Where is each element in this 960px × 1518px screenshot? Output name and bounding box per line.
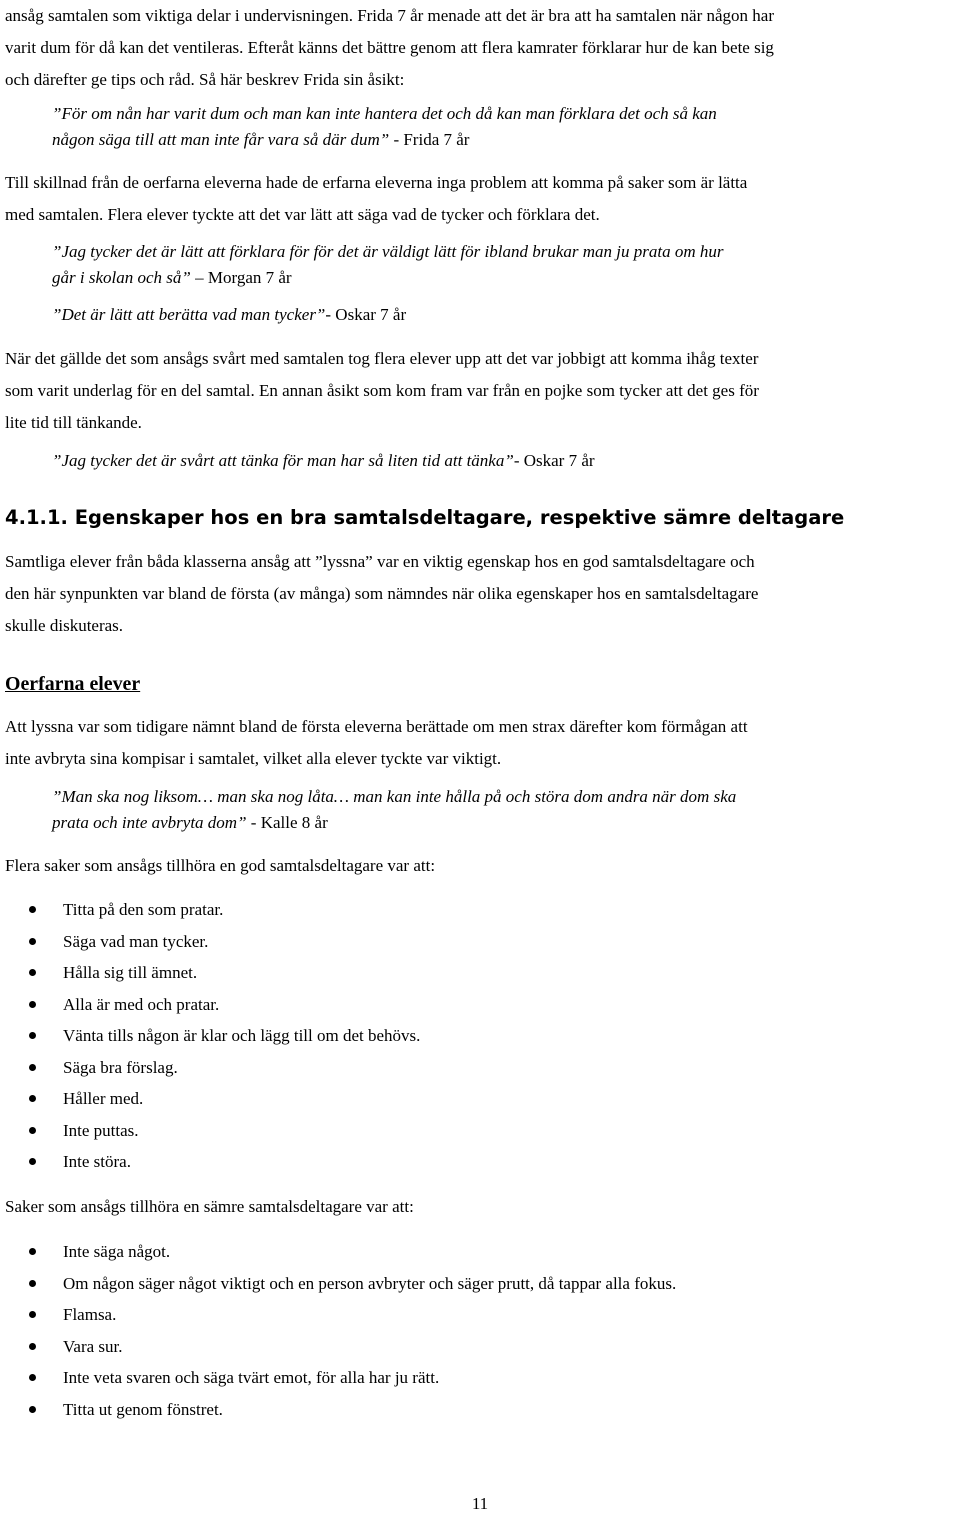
bullet-icon <box>29 1158 36 1165</box>
text-line: Samtliga elever från båda klasserna ansåg att ”lyssna” var en viktig egenskap hos en god samtalsdeltagare och <box>5 552 755 571</box>
text-line: den här synpunkten var bland de första (av många) som nämndes när olika egenskaper hos en samtalsdeltagare <box>5 584 759 603</box>
list-item-text: Vara sur. <box>63 1336 123 1356</box>
list-item <box>0 926 940 958</box>
list-item <box>0 1083 940 1115</box>
list-item-text: Håller med. <box>63 1089 144 1108</box>
quote-frida <box>52 101 932 152</box>
paragraph-difficulties <box>5 343 950 439</box>
text-line: varit dum för då kan det ventileras. Efteråt känns det bättre genom att flera kamrater förklarar hur de kan bete sig <box>5 38 774 57</box>
bullet-icon <box>29 938 36 945</box>
page-number: 11 <box>471 1494 489 1513</box>
quote-oskar-2 <box>52 448 932 474</box>
poor-participant-list <box>0 1236 940 1425</box>
list-item <box>0 957 940 989</box>
quote-morgan <box>52 239 932 290</box>
list-item-text: Titta på den som pratar. <box>63 900 224 919</box>
text-line: och därefter ge tips och råd. Så här beskrev Frida sin åsikt: <box>5 70 405 89</box>
bullet-icon <box>29 1032 36 1039</box>
list-item-text: Flamsa. <box>63 1305 117 1324</box>
list-item <box>0 1331 940 1363</box>
bullet-icon <box>29 1001 36 1008</box>
list-item-text: Alla är med och pratar. <box>63 994 220 1014</box>
bullet-icon <box>29 1064 36 1071</box>
list-item <box>0 1236 940 1268</box>
paragraph-frida-opinion <box>5 0 950 96</box>
quote-line: ”Man ska nog liksom… man ska nog låta… man kan inte hålla på och störa dom andra när dom ska <box>52 787 737 806</box>
paragraph-listening <box>5 546 950 642</box>
quote-line: ”Det är lätt att berätta vad man tycker” <box>52 305 326 324</box>
bullet-icon <box>29 1280 36 1287</box>
list-item-text: Inte störa. <box>63 1152 131 1171</box>
bullet-icon <box>29 906 36 913</box>
quote-attribution: - Oskar 7 år <box>325 305 407 324</box>
quote-attribution: - Kalle 8 år <box>246 812 328 832</box>
list-item-text: Vänta tills någon är klar och lägg till om det behövs. <box>63 1026 421 1045</box>
bullet-icon <box>29 1343 36 1350</box>
bullet-icon <box>29 969 36 976</box>
list-item-text: Hålla sig till ämnet. <box>63 963 198 982</box>
list-item <box>0 1146 940 1178</box>
text-line: inte avbryta sina kompisar i samtalet, vilket alla elever tyckte var viktigt. <box>5 749 502 768</box>
section-heading: 4.1.1. Egenskaper hos en bra samtalsdeltagare, respektive sämre deltagare <box>5 506 845 529</box>
bullet-icon <box>29 1406 36 1413</box>
quote-line: ”Jag tycker det är lätt att förklara för för det är väldigt lätt för ibland brukar man ju prata om hur <box>52 242 724 261</box>
list-item-text: Om någon säger något viktigt och en person avbryter och säger prutt, då tappar alla fokus. <box>63 1273 677 1293</box>
list-item <box>0 1115 940 1147</box>
quote-kalle <box>52 784 932 835</box>
text-line: Till skillnad från de oerfarna eleverna hade de erfarna eleverna inga problem att komma på saker som är lätta <box>5 173 748 192</box>
quote-oskar-1 <box>52 302 932 328</box>
bullet-icon <box>29 1127 36 1134</box>
subheading-inexperienced: Oerfarna elever <box>5 673 141 695</box>
quote-line: går i skolan och så” <box>52 267 191 287</box>
quote-attribution: - Oskar 7 år <box>513 451 595 470</box>
bullet-icon <box>29 1248 36 1255</box>
quote-line: någon säga till att man inte får vara så där dum” <box>52 129 390 149</box>
list-item <box>0 1299 940 1331</box>
list-item-text: Säga bra förslag. <box>63 1057 178 1077</box>
list-item-text: Titta ut genom fönstret. <box>63 1399 223 1419</box>
quote-line: ”Jag tycker det är svårt att tänka för man har så liten tid att tänka” <box>52 451 514 470</box>
paragraph-experienced-students <box>5 167 950 231</box>
text-line: med samtalen. Flera elever tyckte att det var lätt att säga vad de tycker och förklara det. <box>5 205 600 224</box>
list-item <box>0 1020 940 1052</box>
text-line: skulle diskuteras. <box>5 616 124 635</box>
list-item <box>0 1362 940 1394</box>
list-item-text: Säga vad man tycker. <box>63 931 209 951</box>
good-participant-intro: Flera saker som ansågs tillhöra en god samtalsdeltagare var att: <box>5 856 436 875</box>
list-item-text: Inte veta svaren och säga tvärt emot, för alla har ju rätt. <box>63 1368 440 1387</box>
quote-line: ”För om nån har varit dum och man kan inte hantera det och då kan man förklara det och så kan <box>52 104 717 123</box>
bullet-icon <box>29 1095 36 1102</box>
good-participant-list <box>0 894 940 1178</box>
list-item <box>0 989 940 1021</box>
list-item <box>0 894 940 926</box>
text-line: Att lyssna var som tidigare nämnt bland de första eleverna berättade om men strax därefter kom förmågan att <box>5 717 748 736</box>
list-item <box>0 1268 940 1300</box>
text-line: När det gällde det som ansågs svårt med samtalen tog flera elever upp att det var jobbigt att komma ihåg texter <box>5 349 759 368</box>
quote-line: prata och inte avbryta dom” <box>52 812 247 832</box>
quote-attribution: – Morgan 7 år <box>190 267 292 287</box>
list-item-text: Inte puttas. <box>63 1120 139 1140</box>
bullet-icon <box>29 1374 36 1381</box>
list-item <box>0 1394 940 1426</box>
quote-attribution: - Frida 7 år <box>389 129 470 149</box>
paragraph-not-interrupting <box>5 711 950 775</box>
bullet-icon <box>29 1311 36 1318</box>
list-item-text: Inte säga något. <box>63 1242 171 1261</box>
text-line: ansåg samtalen som viktiga delar i undervisningen. Frida 7 år menade att det är bra att ha samtalen när någon har <box>5 6 774 25</box>
text-line: lite tid till tänkande. <box>5 413 142 432</box>
list-item <box>0 1052 940 1084</box>
text-line: som varit underlag för en del samtal. En annan åsikt som kom fram var från en pojke som tycker att det ges för <box>5 381 759 400</box>
poor-participant-intro: Saker som ansågs tillhöra en sämre samtalsdeltagare var att: <box>5 1197 414 1216</box>
